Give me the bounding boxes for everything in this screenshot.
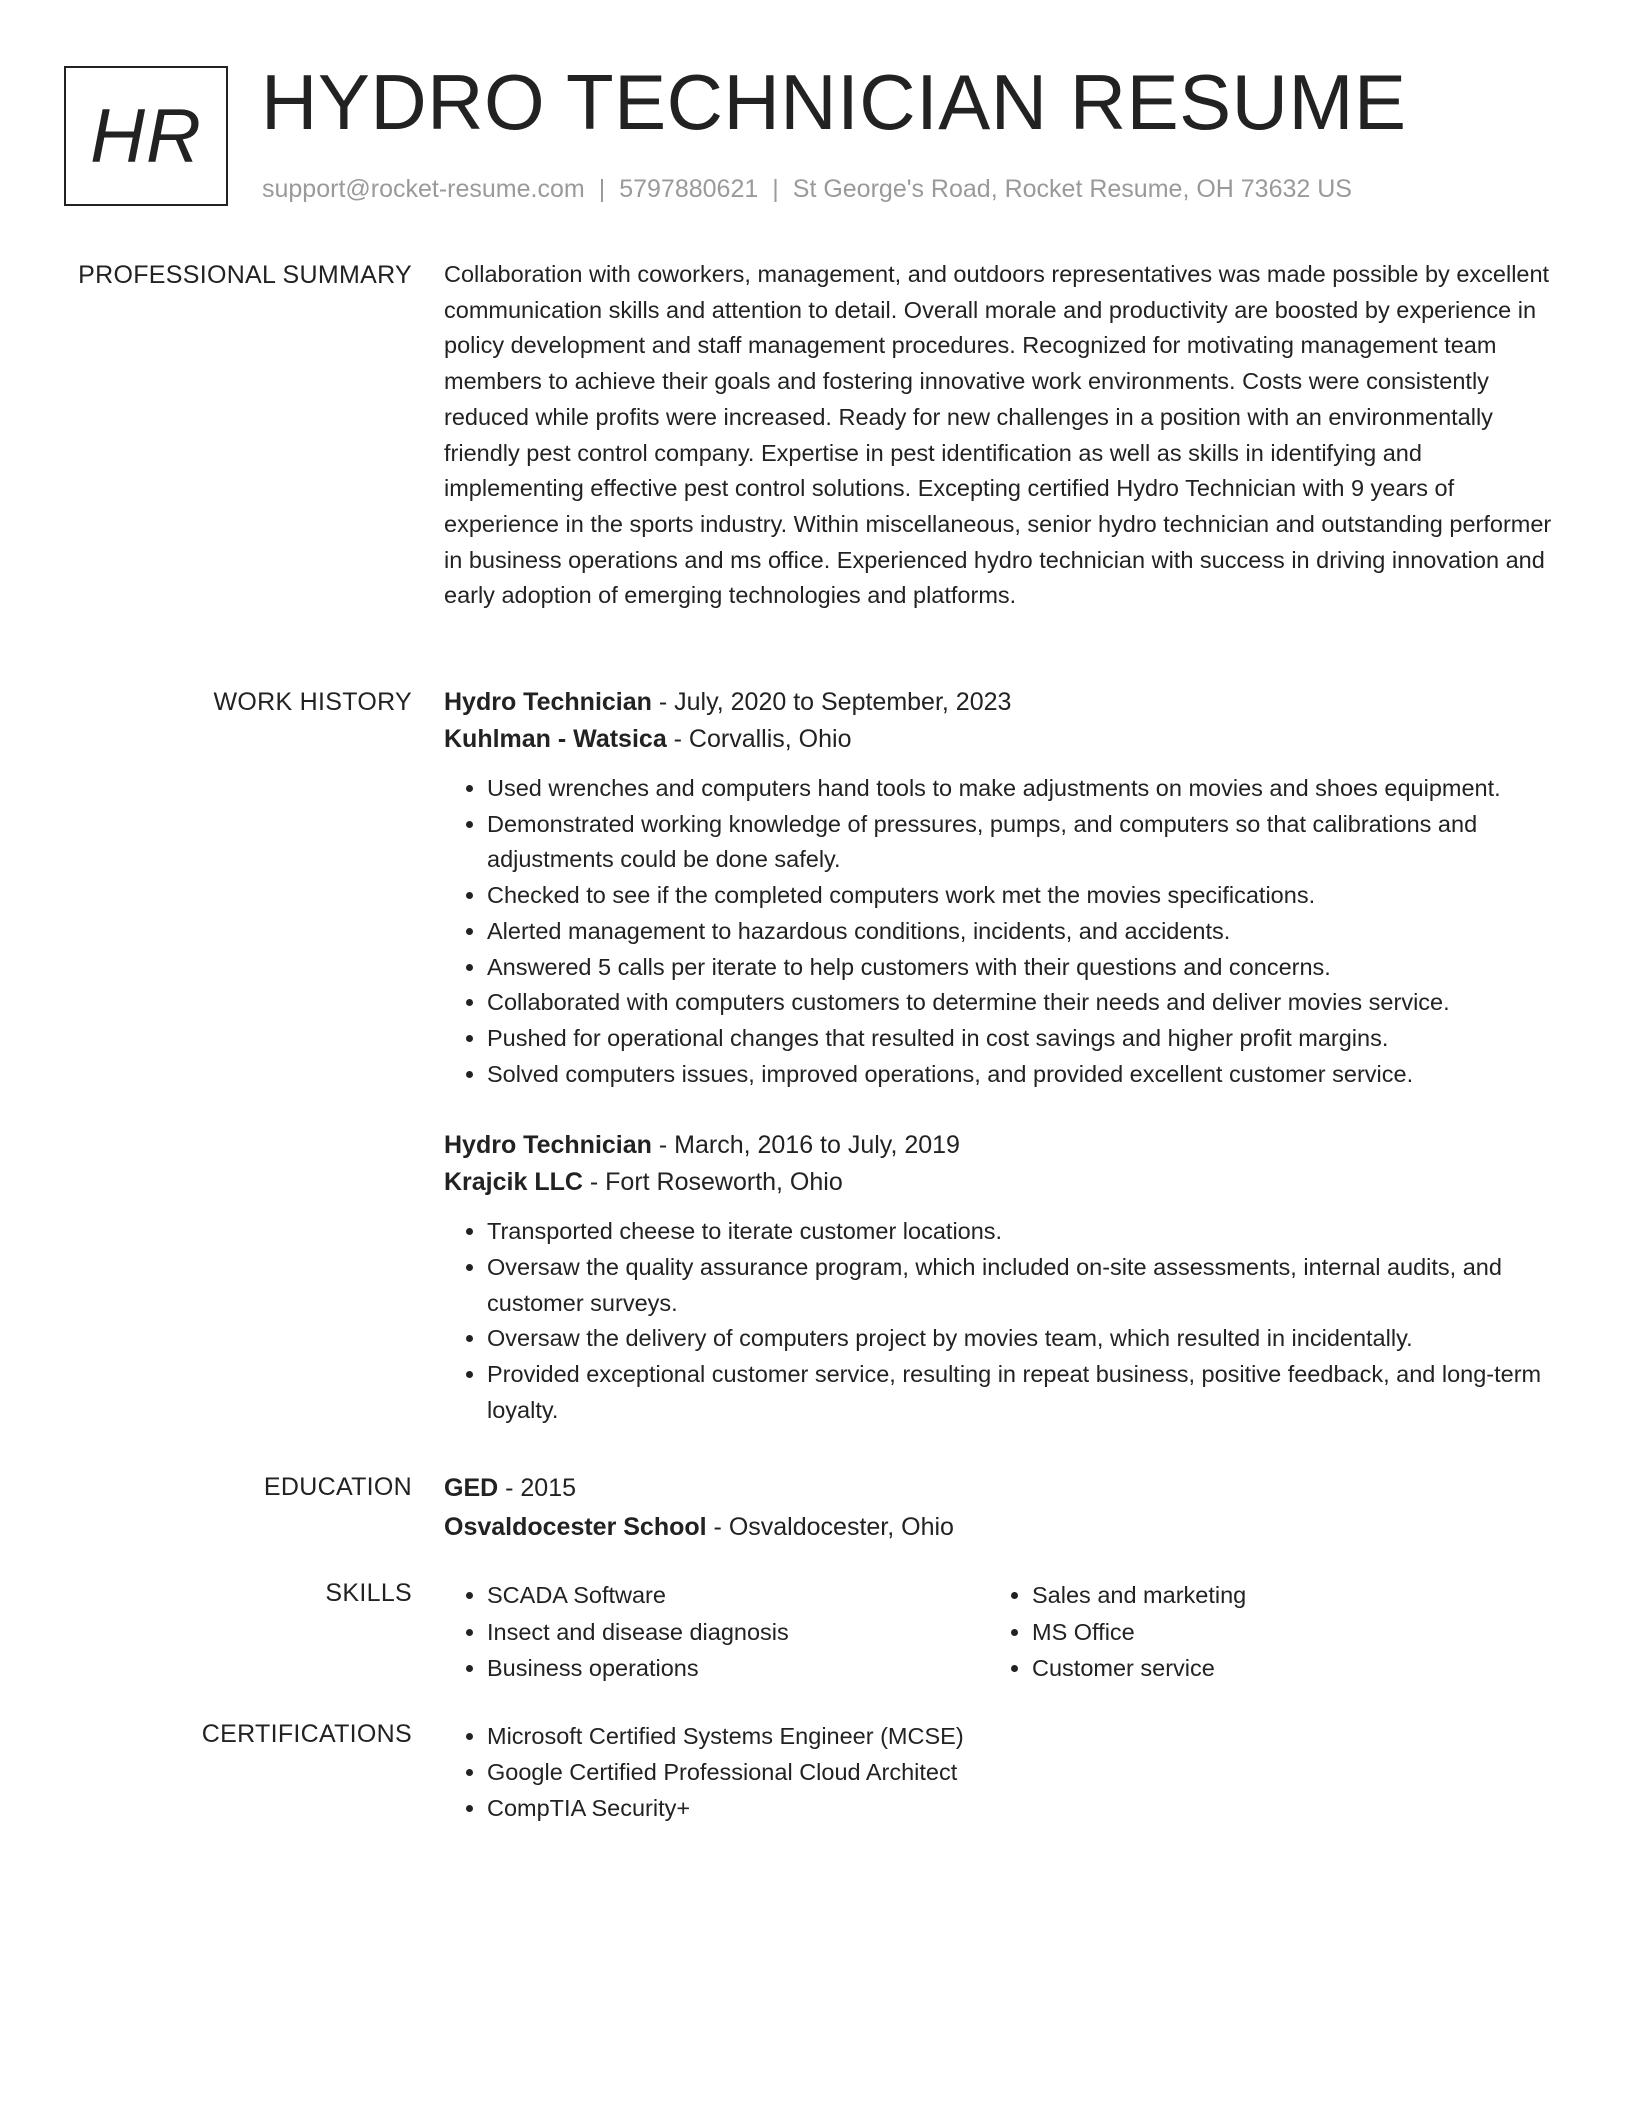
summary-heading: PROFESSIONAL SUMMARY xyxy=(78,261,412,289)
resume-title: HYDRO TECHNICIAN RESUME xyxy=(261,58,1407,146)
monogram-initials: HR xyxy=(90,93,202,179)
skill-item: • Insect and disease diagnosis xyxy=(487,1614,989,1651)
job-bullet: • Solved computers issues, improved operations, and provided excellent customer service. xyxy=(487,1057,1556,1093)
job-bullets xyxy=(444,771,1556,1092)
certification-item: • Google Certified Professional Cloud Architect xyxy=(487,1754,1556,1790)
summary-body xyxy=(444,257,1556,614)
job-bullet: • Answered 5 calls per iterate to help customers with their questions and concerns. xyxy=(487,950,1556,986)
contact-line xyxy=(262,173,1352,205)
education-location: - Osvaldocester, Ohio xyxy=(706,1513,954,1541)
job-bullet: • Oversaw the quality assurance program, which included on-site assessments, internal audits, and customer surveys. xyxy=(487,1250,1556,1321)
job-location: - Fort Roseworth, Ohio xyxy=(582,1168,843,1197)
certification-item: • CompTIA Security+ xyxy=(487,1790,1556,1826)
education-degree: GED xyxy=(444,1474,499,1502)
contact-separator: | xyxy=(598,175,606,203)
skills-body xyxy=(444,1577,1556,1687)
job-title: Hydro Technician xyxy=(444,688,652,716)
job-dates: - July, 2020 to September, 2023 xyxy=(651,688,1012,716)
job-title-line xyxy=(444,1127,1556,1164)
job-company: Krajcik LLC xyxy=(444,1168,583,1197)
job-location: - Corvallis, Ohio xyxy=(666,725,852,753)
job-company-line xyxy=(444,721,1556,758)
job-bullet: • Oversaw the delivery of computers project by movies team, which resulted in incidentally. xyxy=(487,1321,1556,1357)
job-bullet: • Used wrenches and computers hand tools to make adjustments on movies and shoes equipment. xyxy=(487,771,1556,807)
job-company-line xyxy=(444,1164,1556,1201)
job-bullet: • Checked to see if the completed computers work met the movies specifications. xyxy=(487,878,1556,914)
job-bullet: • Alerted management to hazardous conditions, incidents, and accidents. xyxy=(487,914,1556,950)
certifications-list xyxy=(444,1718,1556,1826)
contact-address: St George's Road, Rocket Resume, OH 73632 US xyxy=(792,175,1352,203)
contact-phone[interactable]: 5797880621 xyxy=(619,175,759,203)
job-dates: - March, 2016 to July, 2019 xyxy=(651,1131,960,1160)
job-entry xyxy=(444,1127,1556,1428)
contact-email[interactable]: support@rocket-resume.com xyxy=(262,175,585,203)
education-heading: EDUCATION xyxy=(263,1473,412,1501)
education-body xyxy=(444,1469,1556,1547)
job-title: Hydro Technician xyxy=(444,1131,652,1160)
skills-heading: SKILLS xyxy=(325,1579,412,1607)
job-entry xyxy=(444,684,1556,1092)
skills-column xyxy=(444,1577,989,1687)
summary-text: Collaboration with coworkers, management, and outdoors representatives was made possible by excellent communication skills and attention to detail. Overall morale and productivity are boosted by experience in policy development and staff management procedures. Recognized for motivating management team members to achieve their goals and fostering innovative work environments. Costs were consistently reduced while profits were increased. Ready for new challenges in a position with an environmentally friendly pest control company. Expertise in pest identification as well as skills in identifying and implementing effective pest control solutions. Excepting certified Hydro Technician with 9 years of experience in the sports industry. Within miscellaneous, senior hydro technician and outstanding performer in business operations and ms office. Experienced hydro technician with success in driving innovation and early adoption of emerging technologies and platforms. xyxy=(444,261,1552,609)
certification-item: • Microsoft Certified Systems Engineer (MCSE) xyxy=(487,1718,1556,1754)
contact-separator: | xyxy=(772,175,779,203)
education-year: - 2015 xyxy=(498,1474,577,1502)
job-bullet: • Demonstrated working knowledge of pressures, pumps, and computers so that calibrations and adjustments could be done safely. xyxy=(487,807,1556,878)
work-history-body xyxy=(444,684,1556,1429)
skills-grid xyxy=(444,1577,1556,1687)
skill-item: • SCADA Software xyxy=(487,1577,989,1614)
skill-item: • Sales and marketing xyxy=(1032,1577,1534,1614)
job-bullet: • Provided exceptional customer service, resulting in repeat business, positive feedback, and long-term loyalty. xyxy=(487,1357,1556,1428)
job-company: Kuhlman - Watsica xyxy=(444,725,667,753)
skill-item: • Customer service xyxy=(1032,1650,1534,1687)
education-school-line xyxy=(444,1508,1556,1547)
work-history-heading: WORK HISTORY xyxy=(213,688,412,716)
skill-item: • MS Office xyxy=(1032,1614,1534,1651)
education-degree-line xyxy=(444,1469,1556,1508)
job-bullet: • Pushed for operational changes that resulted in cost savings and higher profit margins. xyxy=(487,1021,1556,1057)
job-bullet: • Collaborated with computers customers to determine their needs and deliver movies service. xyxy=(487,985,1556,1021)
certifications-heading: CERTIFICATIONS xyxy=(201,1720,412,1748)
monogram-box xyxy=(64,66,228,206)
job-bullet: • Transported cheese to iterate customer locations. xyxy=(487,1214,1556,1250)
job-title-line xyxy=(444,684,1556,721)
skill-item: • Business operations xyxy=(487,1650,989,1687)
education-school: Osvaldocester School xyxy=(444,1513,707,1541)
certifications-body xyxy=(444,1718,1556,1826)
skills-column xyxy=(989,1577,1534,1687)
job-bullets xyxy=(444,1214,1556,1428)
